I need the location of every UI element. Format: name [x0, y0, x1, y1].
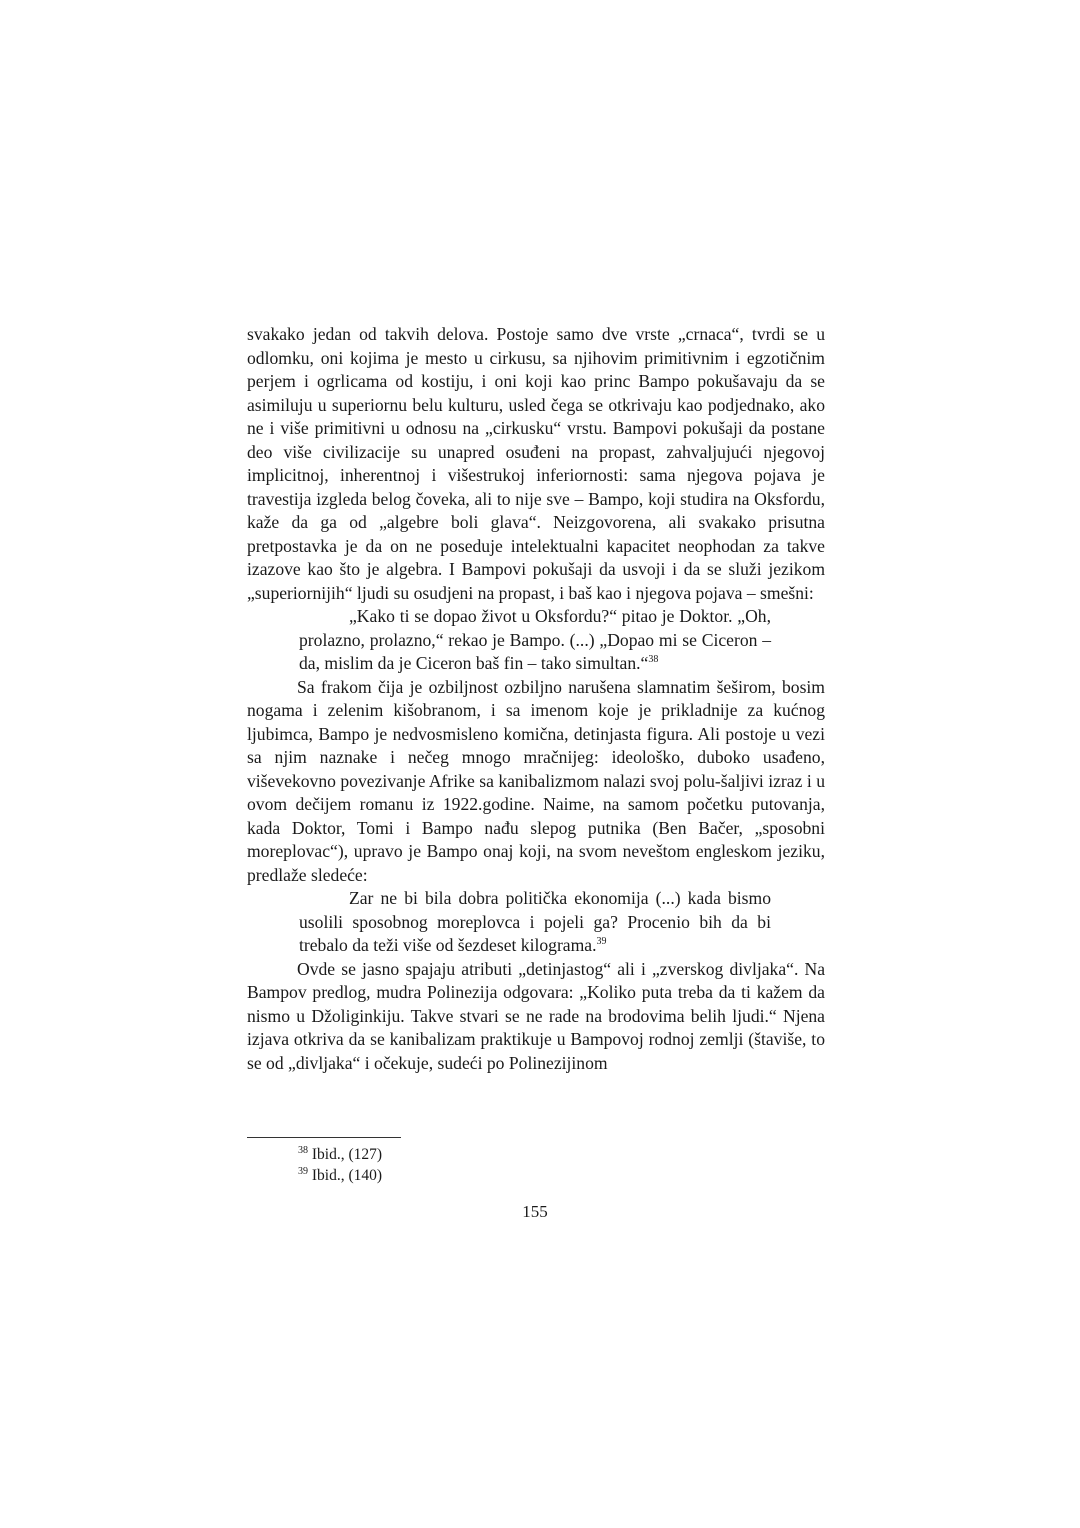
footnote-text: Ibid., (127) — [311, 1146, 383, 1163]
footnote-number: 39 — [298, 1165, 308, 1177]
block-quote-2 — [299, 887, 771, 958]
footnote-39 — [298, 1166, 382, 1187]
footnote-number: 38 — [298, 1144, 308, 1156]
paragraph-1: svakako jedan od takvih delova. Postoje samo dve vrste „crnaca“, tvrdi se u odlomku, oni kojima je mesto u cirkusu, sa njihovim primitivnim i egzotičnim perjem i ogrlicama od kostiju, i oni koji kao princ Bampo pokušavaju da se asimiluju u superiornu belu kulturu, usled čega se otkrivaju kao podjednako, ako ne i više primitivni u odnosu na „cirkusku“ vrstu. Bampovi pokušaji da postane deo više civilizacije su unapred osuđeni na propast, zahvaljujući njegovoj implicitnoj, inherentnoj i višestrukoj inferiornosti: sama njegova pojava je travestija izgleda belog čoveka, ali to nije sve – Bampo, koji studira na Oksfordu, kaže da ga od „algebre boli glava“. Neizgovorena, ali svakako prisutna pretpostavka je da on ne poseduje intelektualni kapacitet neophodan za takve izazove kao što je algebra. I Bampovi pokušaji da usvoji i da se služi jezikom „superiornijih“ ljudi su osudjeni na propast, i baš kao i njegova pojava – smešni: — [247, 324, 825, 603]
page-number: 155 — [522, 1202, 548, 1221]
footnote-ref-38: 38 — [648, 654, 659, 666]
footnote-text: Ibid., (140) — [311, 1166, 383, 1184]
footnote-38 — [298, 1145, 382, 1166]
block-quote-1 — [299, 605, 771, 676]
quote-1-text: „Kako ti se dopao život u Oksfordu?“ pitao je Doktor. „Oh, prolazno, prolazno,“ rekao je Bampo. (...) „Dopao mi se Ciceron – da, mislim da je Ciceron baš fin – tako simultan.“ — [299, 606, 771, 673]
footnotes — [298, 1145, 382, 1186]
main-text — [247, 323, 825, 1075]
quote-2-text: Zar ne bi bila dobra politička ekonomija (...) kada bismo usolili sposobnog moreplovca i pojeli ga? Procenio bih da bi trebalo da teži više od šezdeset kilograma. — [299, 888, 771, 955]
footnote-divider — [247, 1137, 401, 1138]
paragraph-2: Sa frakom čija je ozbiljnost ozbiljno narušena slamnatim šeširom, bosim nogama i zelenim kišobranom, i sa imenom koje je prikladnije za kućnog ljubimca, Bampo je nedvosmisleno komična, detinjasta figura. Ali postoje u vezi sa njim naznake i nečeg mnogo mračnijeg: ideološko, duboko usađeno, viševekovno povezivanje Afrike sa kanibalizmom nalazi svoj polu-šaljivi izraz i u ovom dečijem romanu iz 1922.godine. Naime, na samom početku putovanja, kada Doktor, Tomi i Bampo nađu slepog putnika (Ben Bačer, „sposobni moreplovac“), upravo je Bampo onaj koji, na svom neveštom engleskom jeziku, predlaže sledeće: — [247, 676, 825, 885]
footnote-ref-39: 39 — [596, 936, 607, 948]
paragraph-3: Ovde se jasno spajaju atributi „detinjastog“ ali i „zverskog divljaka“. Na Bampov predlog, mudra Polinezija odgovara: „Koliko puta treba da ti kažem da nismo u Džoliginkiju. Takve stvari se ne rade na brodovima belih ljudi.“ Njena izjava otkriva da se kanibalizam praktikuje u Bampovoj rodnoj zemlji (štaviše, to se od „divljaka“ i očekuje, sudeći po Polinezijinom — [247, 958, 825, 1073]
